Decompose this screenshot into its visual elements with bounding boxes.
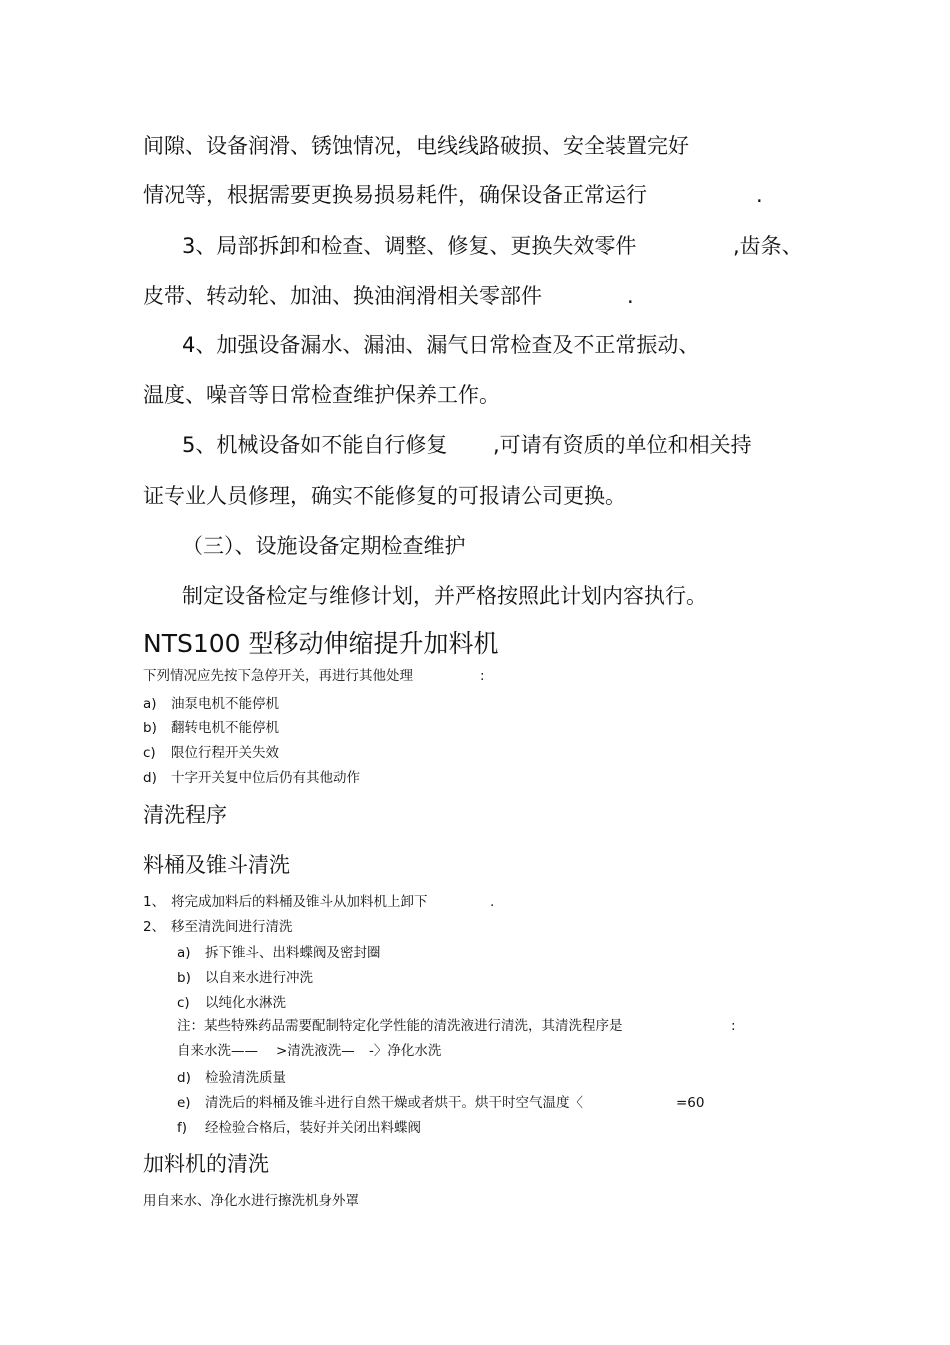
machine-title: NTS100 型移动伸缩提升加料机 — [143, 629, 499, 658]
list-item — [143, 747, 279, 761]
list-marker: a) — [143, 696, 157, 712]
substep-tail: =60 — [676, 1095, 705, 1111]
paragraph-line: 间隙、设备润滑、锈蚀情况，电线线路破损、安全装置完好 — [143, 134, 689, 158]
substep-text: 检验清洗质量 — [205, 1070, 286, 1086]
step-item — [143, 921, 293, 935]
substep-text: 拆下锥斗、出料蝶阀及密封圈 — [205, 945, 381, 961]
item-5-line: 5、机械设备如不能自行修复 — [182, 433, 448, 457]
item-5-line: 证专业人员修理，确实不能修复的可报请公司更换。 — [143, 484, 626, 508]
substep-marker: b) — [177, 970, 191, 986]
substep-marker: c) — [177, 995, 190, 1011]
section-heading: （三）、设施设备定期检查维护 — [182, 534, 466, 558]
list-item — [143, 698, 279, 712]
substep-item — [177, 1122, 421, 1136]
cleaning-subheading: 料桶及锥斗清洗 — [143, 853, 290, 877]
paragraph-line-end: . — [756, 183, 763, 207]
list-text: 十字开关复中位后仍有其他动作 — [171, 770, 360, 786]
substep-text: 以纯化水淋洗 — [205, 995, 286, 1011]
cleaning-heading: 清洗程序 — [143, 803, 227, 827]
substep-item — [177, 1072, 286, 1086]
note-text: 注：某些特殊药品需要配制特定化学性能的清洗液进行清洗，其清洗程序是 — [177, 1018, 623, 1034]
step-text: 移至清洗间进行清洗 — [171, 919, 293, 935]
substep-text: 清洗后的料桶及锥斗进行自然干燥或者烘干。烘干时空气温度〈 — [205, 1095, 583, 1111]
step-item — [143, 896, 428, 910]
item-4-line: 温度、噪音等日常检查维护保养工作。 — [143, 383, 500, 407]
step-marker: 2、 — [143, 919, 166, 935]
item-3-line: 3、局部拆卸和检查、调整、修复、更换失效零件 — [182, 234, 637, 258]
list-text: 油泵电机不能停机 — [171, 696, 279, 712]
machine-intro-colon: : — [480, 668, 485, 684]
list-text: 限位行程开关失效 — [171, 745, 279, 761]
machine-cleaning-text: 用自来水、净化水进行擦洗机身外罩 — [143, 1193, 359, 1209]
substep-marker: a) — [177, 945, 191, 961]
list-item — [143, 772, 360, 786]
list-marker: c) — [143, 745, 156, 761]
substep-text: 以自来水进行冲洗 — [205, 970, 313, 986]
substep-marker: e) — [177, 1095, 191, 1111]
substep-item — [177, 1097, 583, 1111]
machine-intro: 下列情况应先按下急停开关，再进行其他处理 — [143, 668, 413, 684]
item-3-line: 皮带、转动轮、加油、换油润滑相关零部件 — [143, 284, 542, 308]
paragraph-line: 情况等，根据需要更换易损易耗件，确保设备正常运行 — [143, 183, 647, 207]
item-3-line-tail: ,齿条、 — [733, 234, 803, 258]
flow-step: -〉净化水洗 — [369, 1043, 442, 1059]
substep-item — [177, 972, 313, 986]
machine-cleaning-heading: 加料机的清洗 — [143, 1152, 269, 1176]
step-marker: 1、 — [143, 894, 166, 910]
list-marker: d) — [143, 770, 157, 786]
item-3-line-end: . — [627, 284, 634, 308]
step-end: . — [490, 894, 495, 910]
flow-step: 自来水洗—— — [177, 1043, 258, 1059]
substep-marker: d) — [177, 1070, 191, 1086]
note-colon: : — [731, 1018, 736, 1034]
flow-step: >清洗液洗— — [276, 1043, 355, 1059]
item-5-line-tail: ,可请有资质的单位和相关持 — [493, 433, 752, 457]
substep-text: 经检验合格后，装好并关闭出料蝶阀 — [205, 1120, 421, 1136]
item-4-line: 4、加强设备漏水、漏油、漏气日常检查及不正常振动、 — [182, 333, 700, 357]
substep-item — [177, 997, 286, 1011]
list-item — [143, 722, 279, 736]
substep-item — [177, 947, 381, 961]
list-marker: b) — [143, 720, 157, 736]
list-text: 翻转电机不能停机 — [171, 720, 279, 736]
step-text: 将完成加料后的料桶及锥斗从加料机上卸下 — [171, 894, 428, 910]
substep-marker: f) — [177, 1120, 188, 1136]
section-text: 制定设备检定与维修计划，并严格按照此计划内容执行。 — [182, 584, 707, 608]
